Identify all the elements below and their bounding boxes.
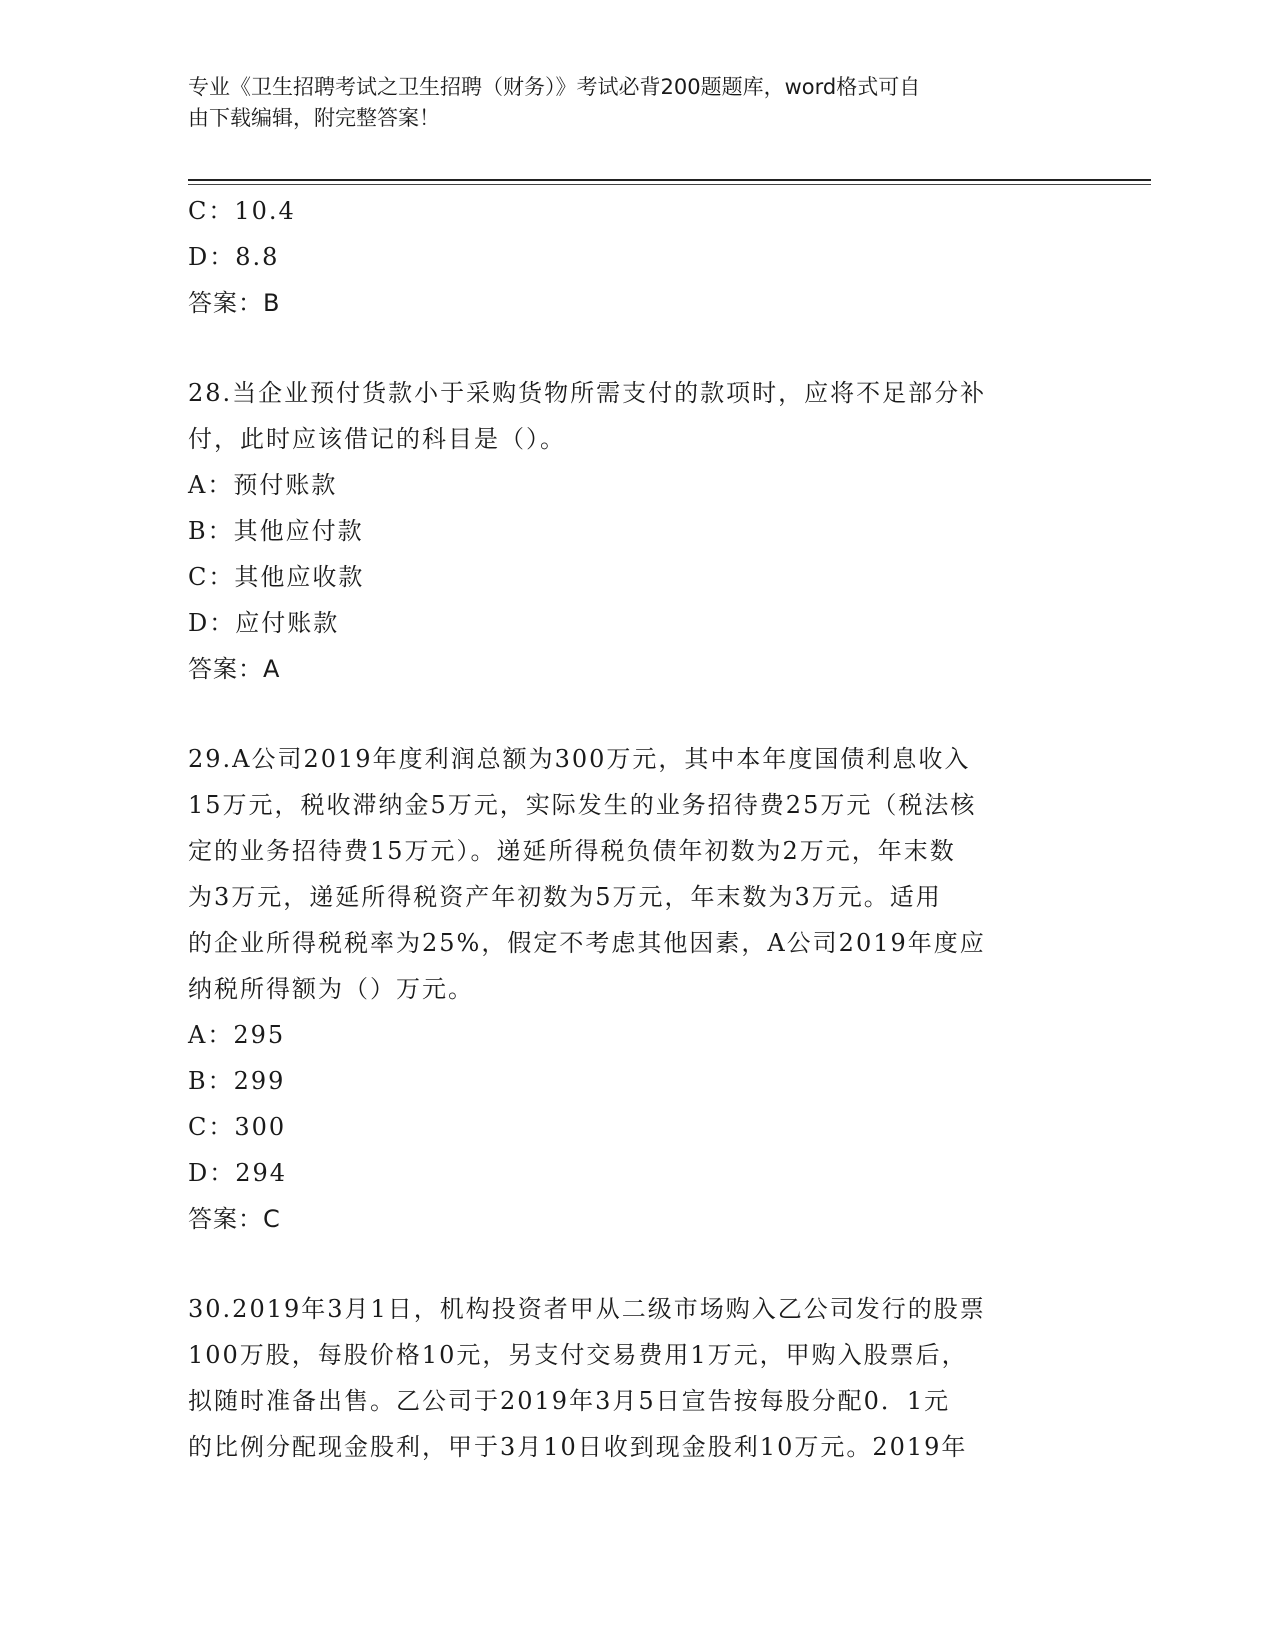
question-text: 的比例分配现金股利，甲于3月10日收到现金股利10万元。2019年 [188,1433,968,1461]
answer: 答案：B [188,289,281,317]
spacer [188,692,1088,736]
option-b: B：299 [188,1067,286,1095]
question-text: 100万股，每股价格10元，另支付交易费用1万元，甲购入股票后， [188,1341,968,1369]
option-c: C：其他应收款 [188,563,365,591]
question-text: 30.2019年3月1日，机构投资者甲从二级市场购入乙公司发行的股票 [188,1295,986,1323]
option-c: C：300 [188,1113,287,1141]
option-c: C：10.4 [188,197,296,225]
question-text: 28.当企业预付货款小于采购货物所需支付的款项时，应将不足部分补 [188,379,987,407]
header-rule-thick [188,179,1151,181]
question-text: 29.A公司2019年度利润总额为300万元，其中本年度国债利息收入 [188,745,971,773]
spacer [188,1242,1088,1286]
option-d: D：294 [188,1159,288,1187]
question-27-fragment [188,188,1088,326]
question-text: 的企业所得税税率为25%，假定不考虑其他因素，A公司2019年度应 [188,929,986,957]
option-b: B：其他应付款 [188,517,364,545]
option-a: A：295 [188,1021,286,1049]
header-line-2: 由下载编辑，附完整答案！ [188,106,440,130]
question-text: 定的业务招待费15万元）。递延所得税负债年初数为2万元，年末数 [188,837,956,865]
header-line-1: 专业《卫生招聘考试之卫生招聘（财务）》考试必背200题题库，word格式可自 [188,75,921,99]
spacer [188,326,1088,370]
document-body [188,188,1088,1470]
question-text: 付，此时应该借记的科目是（）。 [188,425,566,453]
document-header [188,72,1068,134]
question-text: 15万元，税收滞纳金5万元，实际发生的业务招待费25万元（税法核 [188,791,977,819]
header-rule-thin [188,184,1151,185]
question-text: 纳税所得额为（）万元。 [188,975,474,1003]
question-text: 拟随时准备出售。乙公司于2019年3月5日宣告按每股分配0．1元 [188,1387,951,1415]
answer: 答案：C [188,1205,281,1233]
question-text: 为3万元，递延所得税资产年初数为5万元，年末数为3万元。适用 [188,883,942,911]
question-30 [188,1286,1088,1470]
option-a: A：预付账款 [188,471,338,499]
question-28 [188,370,1088,692]
option-d: D：应付账款 [188,609,340,637]
question-29 [188,736,1088,1242]
answer: 答案：A [188,655,281,683]
option-d: D：8.8 [188,243,280,271]
